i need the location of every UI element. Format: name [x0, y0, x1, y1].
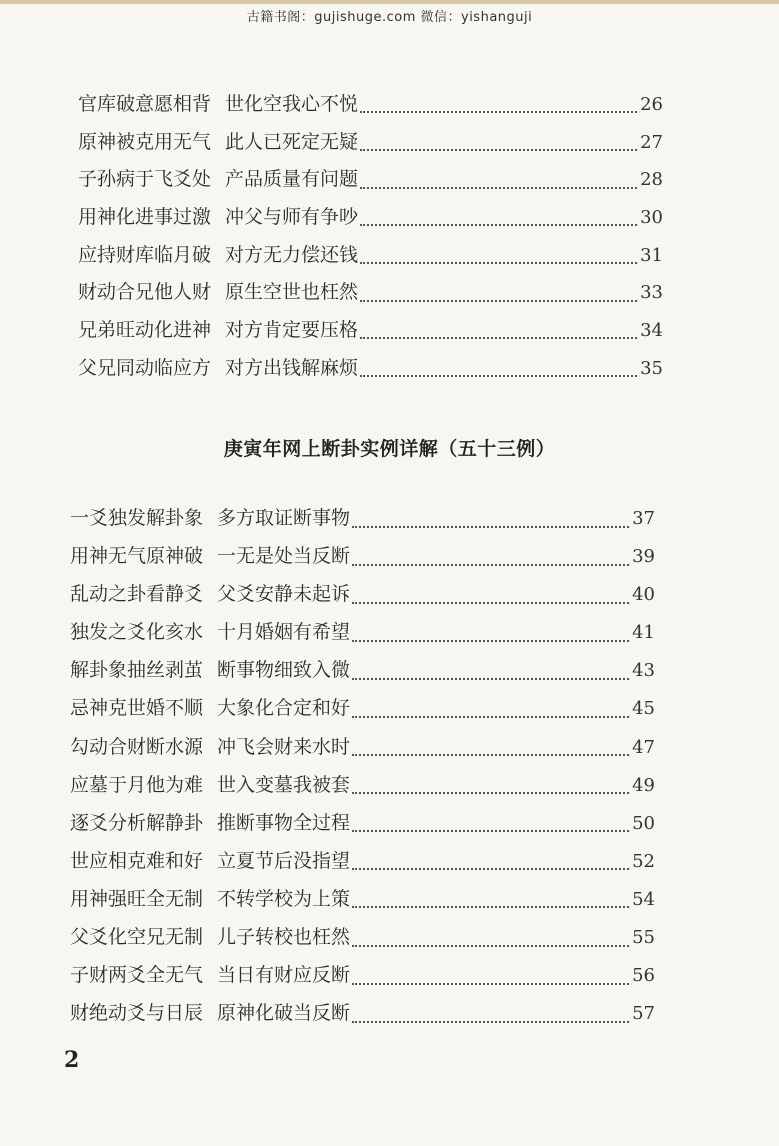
toc-entry — [70, 922, 655, 960]
dot-leader — [352, 1020, 629, 1023]
toc-entry — [70, 503, 655, 541]
entry-title-first: 乱动之卦看静爻 — [70, 583, 204, 606]
entry-page-number: 35 — [640, 357, 663, 379]
entry-page-number: 43 — [632, 660, 655, 682]
toc-list-part2 — [70, 503, 655, 1036]
toc-entry — [70, 617, 655, 655]
entry-title-second: 此人已死定无疑 — [225, 130, 359, 153]
entry-title-second: 推断事物全过程 — [217, 811, 351, 834]
dot-leader — [352, 715, 629, 718]
entry-page-number: 41 — [632, 622, 655, 644]
entry-title-first: 一爻独发解卦象 — [70, 507, 204, 529]
dot-leader — [360, 148, 637, 151]
entry-title-first: 父爻化空兄无制 — [70, 926, 204, 949]
dot-leader — [352, 791, 629, 794]
entry-title-first: 子孙病于飞爻处 — [78, 168, 212, 191]
entry-title-first: 应墓于月他为难 — [70, 773, 204, 796]
entry-page-number: 40 — [632, 584, 655, 606]
toc-entry — [70, 655, 655, 693]
entry-page-number: 57 — [632, 1003, 655, 1025]
entry-title-second: 大象化合定和好 — [217, 697, 351, 720]
toc-entry — [70, 770, 655, 808]
dot-leader — [352, 677, 629, 680]
entry-title-second: 父爻安静未起诉 — [217, 583, 351, 606]
section-title: 庚寅年网上断卦实例详解（五十三例） — [223, 438, 556, 460]
toc-entry — [70, 732, 655, 770]
top-border — [0, 0, 779, 4]
entry-title-first: 解卦象抽丝剥茧 — [70, 659, 204, 682]
toc-list-part1 — [78, 89, 663, 391]
toc-entry — [78, 277, 663, 315]
toc-entry — [78, 164, 663, 202]
entry-title-second: 原生空世也枉然 — [225, 281, 359, 304]
toc-entry — [70, 884, 655, 922]
entry-title-second: 对方无力偿还钱 — [225, 243, 359, 266]
entry-page-number: 33 — [640, 282, 663, 304]
toc-entry — [70, 846, 655, 884]
entry-page-number: 47 — [632, 736, 655, 758]
entry-title-first: 原神被克用无气 — [78, 130, 212, 153]
entry-title-first: 世应相克难和好 — [70, 849, 204, 872]
entry-title-first: 用神强旺全无制 — [70, 887, 204, 910]
entry-page-number: 45 — [632, 698, 655, 720]
entry-page-number: 55 — [632, 927, 655, 949]
entry-title-second: 产品质量有问题 — [225, 168, 359, 191]
entry-title-first: 用神化进事过激 — [78, 206, 212, 229]
dot-leader — [360, 223, 637, 226]
entry-title-first: 官库破意愿相背 — [78, 93, 212, 115]
dot-leader — [352, 753, 629, 756]
entry-title-first: 财绝动爻与日辰 — [70, 1002, 204, 1025]
dot-leader — [352, 525, 629, 528]
toc-entry — [70, 960, 655, 998]
dot-leader — [360, 336, 637, 339]
toc-entry — [70, 998, 655, 1036]
dot-leader — [352, 944, 629, 947]
entry-page-number: 27 — [640, 131, 663, 153]
entry-page-number: 31 — [640, 244, 663, 266]
entry-title-second: 世入变墓我被套 — [217, 773, 351, 796]
entry-title-first: 逐爻分析解静卦 — [70, 811, 204, 834]
entry-page-number: 52 — [632, 850, 655, 872]
entry-title-first: 兄弟旺动化进神 — [78, 319, 212, 342]
entry-title-second: 一无是处当反断 — [217, 545, 351, 568]
entry-title-first: 应持财库临月破 — [78, 243, 212, 266]
toc-entry — [70, 693, 655, 731]
entry-title-second: 多方取证断事物 — [217, 507, 351, 529]
dot-leader — [360, 261, 637, 264]
entry-page-number: 37 — [632, 508, 655, 529]
entry-page-number: 50 — [632, 812, 655, 834]
entry-title-first: 父兄同动临应方 — [78, 356, 212, 379]
dot-leader — [360, 110, 637, 113]
entry-page-number: 56 — [632, 965, 655, 987]
dot-leader — [352, 639, 629, 642]
toc-entry — [70, 808, 655, 846]
toc-entry — [78, 127, 663, 165]
entry-title-first: 独发之爻化亥水 — [70, 621, 204, 644]
dot-leader — [360, 186, 637, 189]
entry-title-second: 当日有财应反断 — [217, 964, 351, 987]
dot-leader — [352, 829, 629, 832]
toc-entry — [78, 315, 663, 353]
entry-page-number: 26 — [640, 94, 663, 115]
toc-entry — [78, 89, 663, 127]
entry-page-number: 49 — [632, 774, 655, 796]
watermark: 古籍书阁：gujishuge.com 微信：yishanguji — [246, 10, 533, 25]
entry-title-second: 对方肯定要压格 — [225, 319, 359, 342]
toc-entry — [78, 240, 663, 278]
toc-entry — [70, 541, 655, 579]
toc-entry — [78, 353, 663, 391]
entry-title-second: 对方出钱解麻烦 — [225, 356, 359, 379]
entry-title-first: 用神无气原神破 — [70, 545, 204, 568]
entry-page-number: 54 — [632, 888, 655, 910]
dot-leader — [352, 867, 629, 870]
entry-title-first: 勾动合财断水源 — [70, 735, 204, 758]
entry-title-first: 子财两爻全无气 — [70, 964, 204, 987]
entry-page-number: 34 — [640, 320, 663, 342]
toc-entry — [78, 202, 663, 240]
toc-entry — [70, 579, 655, 617]
entry-title-second: 原神化破当反断 — [217, 1002, 351, 1025]
dot-leader — [360, 374, 637, 377]
dot-leader — [352, 982, 629, 985]
entry-title-second: 十月婚姻有希望 — [217, 621, 351, 644]
entry-title-second: 断事物细致入微 — [217, 659, 351, 682]
dot-leader — [352, 905, 629, 908]
entry-title-second: 不转学校为上策 — [217, 887, 351, 910]
entry-title-second: 立夏节后没指望 — [217, 849, 351, 872]
entry-page-number: 39 — [632, 546, 655, 568]
dot-leader — [352, 601, 629, 604]
entry-title-first: 财动合兄他人财 — [78, 281, 212, 304]
entry-page-number: 30 — [640, 207, 663, 229]
entry-title-second: 冲父与师有争吵 — [225, 206, 359, 229]
entry-title-second: 儿子转校也枉然 — [217, 926, 351, 949]
entry-page-number: 28 — [640, 169, 663, 191]
dot-leader — [352, 563, 629, 566]
dot-leader — [360, 299, 637, 302]
entry-title-second: 世化空我心不悦 — [225, 93, 359, 115]
entry-title-first: 忌神克世婚不顺 — [70, 697, 204, 720]
page-number: 2 — [64, 1047, 80, 1073]
entry-title-second: 冲飞会财来水时 — [217, 735, 351, 758]
